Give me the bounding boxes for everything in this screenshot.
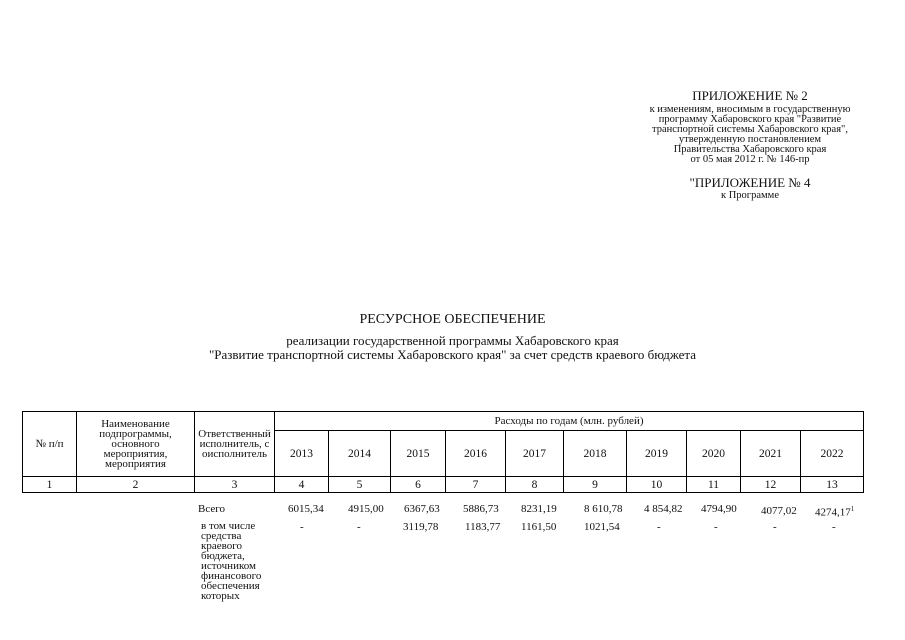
value-cell: 1021,54 — [584, 521, 620, 533]
col-header-name: Наименование подпрограммы, основного мероприятия, мероприятия — [77, 412, 195, 477]
value-cell: 1161,50 — [521, 521, 557, 533]
appendix-subtitle-2: к Программе — [721, 190, 779, 201]
value-cell: 4 854,82 — [644, 503, 683, 515]
year-header: 2020 — [687, 431, 741, 477]
value-cell: - — [832, 521, 836, 533]
column-number: 4 — [275, 477, 329, 493]
value-cell: - — [300, 521, 304, 533]
column-number: 10 — [627, 477, 687, 493]
appendix-line: транспортной системы Хабаровского края", — [652, 124, 848, 135]
value-cell — [815, 505, 854, 519]
appendix-line: утвержденную постановлением — [678, 134, 822, 145]
document-subtitle-line2: "Развитие транспортной системы Хабаровского края" за счет средств краевого бюджета — [208, 347, 697, 362]
appendix-title-2: "ПРИЛОЖЕНИЕ № 4 — [689, 175, 811, 190]
year-header: 2018 — [564, 431, 627, 477]
table-header-row — [23, 412, 864, 431]
value-cell: 4077,02 — [761, 505, 797, 517]
footnote-mark: 1 — [850, 505, 855, 513]
column-number: 9 — [564, 477, 627, 493]
column-number: 5 — [329, 477, 391, 493]
value-cell: - — [773, 521, 777, 533]
row-label: Всего — [198, 503, 225, 515]
value-cell: - — [657, 521, 661, 533]
column-numbers-row — [23, 477, 864, 493]
value-cell: 3119,78 — [403, 521, 439, 533]
column-number: 11 — [687, 477, 741, 493]
value-cell: 8231,19 — [521, 503, 557, 515]
resource-table — [22, 411, 864, 493]
column-number: 12 — [741, 477, 801, 493]
year-header: 2021 — [741, 431, 801, 477]
document-subtitle — [0, 334, 905, 362]
value-cell: - — [357, 521, 361, 533]
year-header: 2015 — [391, 431, 446, 477]
year-header: 2019 — [627, 431, 687, 477]
value-cell: - — [714, 521, 718, 533]
value-cell: 6015,34 — [288, 503, 324, 515]
document-title: РЕСУРСНОЕ ОБЕСПЕЧЕНИЕ — [359, 312, 546, 327]
appendix-line: Правительства Хабаровского края — [673, 144, 827, 155]
column-number: 13 — [801, 477, 864, 493]
year-header: 2017 — [506, 431, 564, 477]
value-cell: 8 610,78 — [584, 503, 623, 515]
col-header-expenses: Расходы по годам (млн. рублей) — [275, 412, 864, 431]
value-cell: 1183,77 — [465, 521, 501, 533]
appendix-line: программу Хабаровского края "Развитие — [658, 114, 842, 125]
value-cell: 6367,63 — [404, 503, 440, 515]
column-number: 2 — [77, 477, 195, 493]
value-text: 4274,17 — [815, 506, 851, 519]
year-header: 2022 — [801, 431, 864, 477]
column-number: 6 — [391, 477, 446, 493]
column-number: 8 — [506, 477, 564, 493]
value-cell: 5886,73 — [463, 503, 499, 515]
appendix-header — [610, 88, 890, 201]
value-cell: 4915,00 — [348, 503, 384, 515]
appendix-line: к изменениям, вносимым в государственную — [649, 104, 851, 115]
value-cell: 4794,90 — [701, 503, 737, 515]
appendix-line: от 05 мая 2012 г. № 146-пр — [690, 154, 810, 165]
appendix-title: ПРИЛОЖЕНИЕ № 2 — [692, 88, 808, 103]
col-header-num: № п/п — [23, 412, 77, 477]
document-subtitle-line1: реализации государственной программы Хабаровского края — [286, 333, 619, 348]
column-number: 7 — [446, 477, 506, 493]
year-header: 2013 — [275, 431, 329, 477]
year-header: 2014 — [329, 431, 391, 477]
column-number: 3 — [195, 477, 275, 493]
year-header: 2016 — [446, 431, 506, 477]
col-header-responsible: Ответственный исполнитель, соисполнитель — [195, 412, 275, 477]
column-number: 1 — [23, 477, 77, 493]
row-label: в том числе средства краевого бюджета, источником финансового обеспечения которых — [201, 520, 262, 602]
